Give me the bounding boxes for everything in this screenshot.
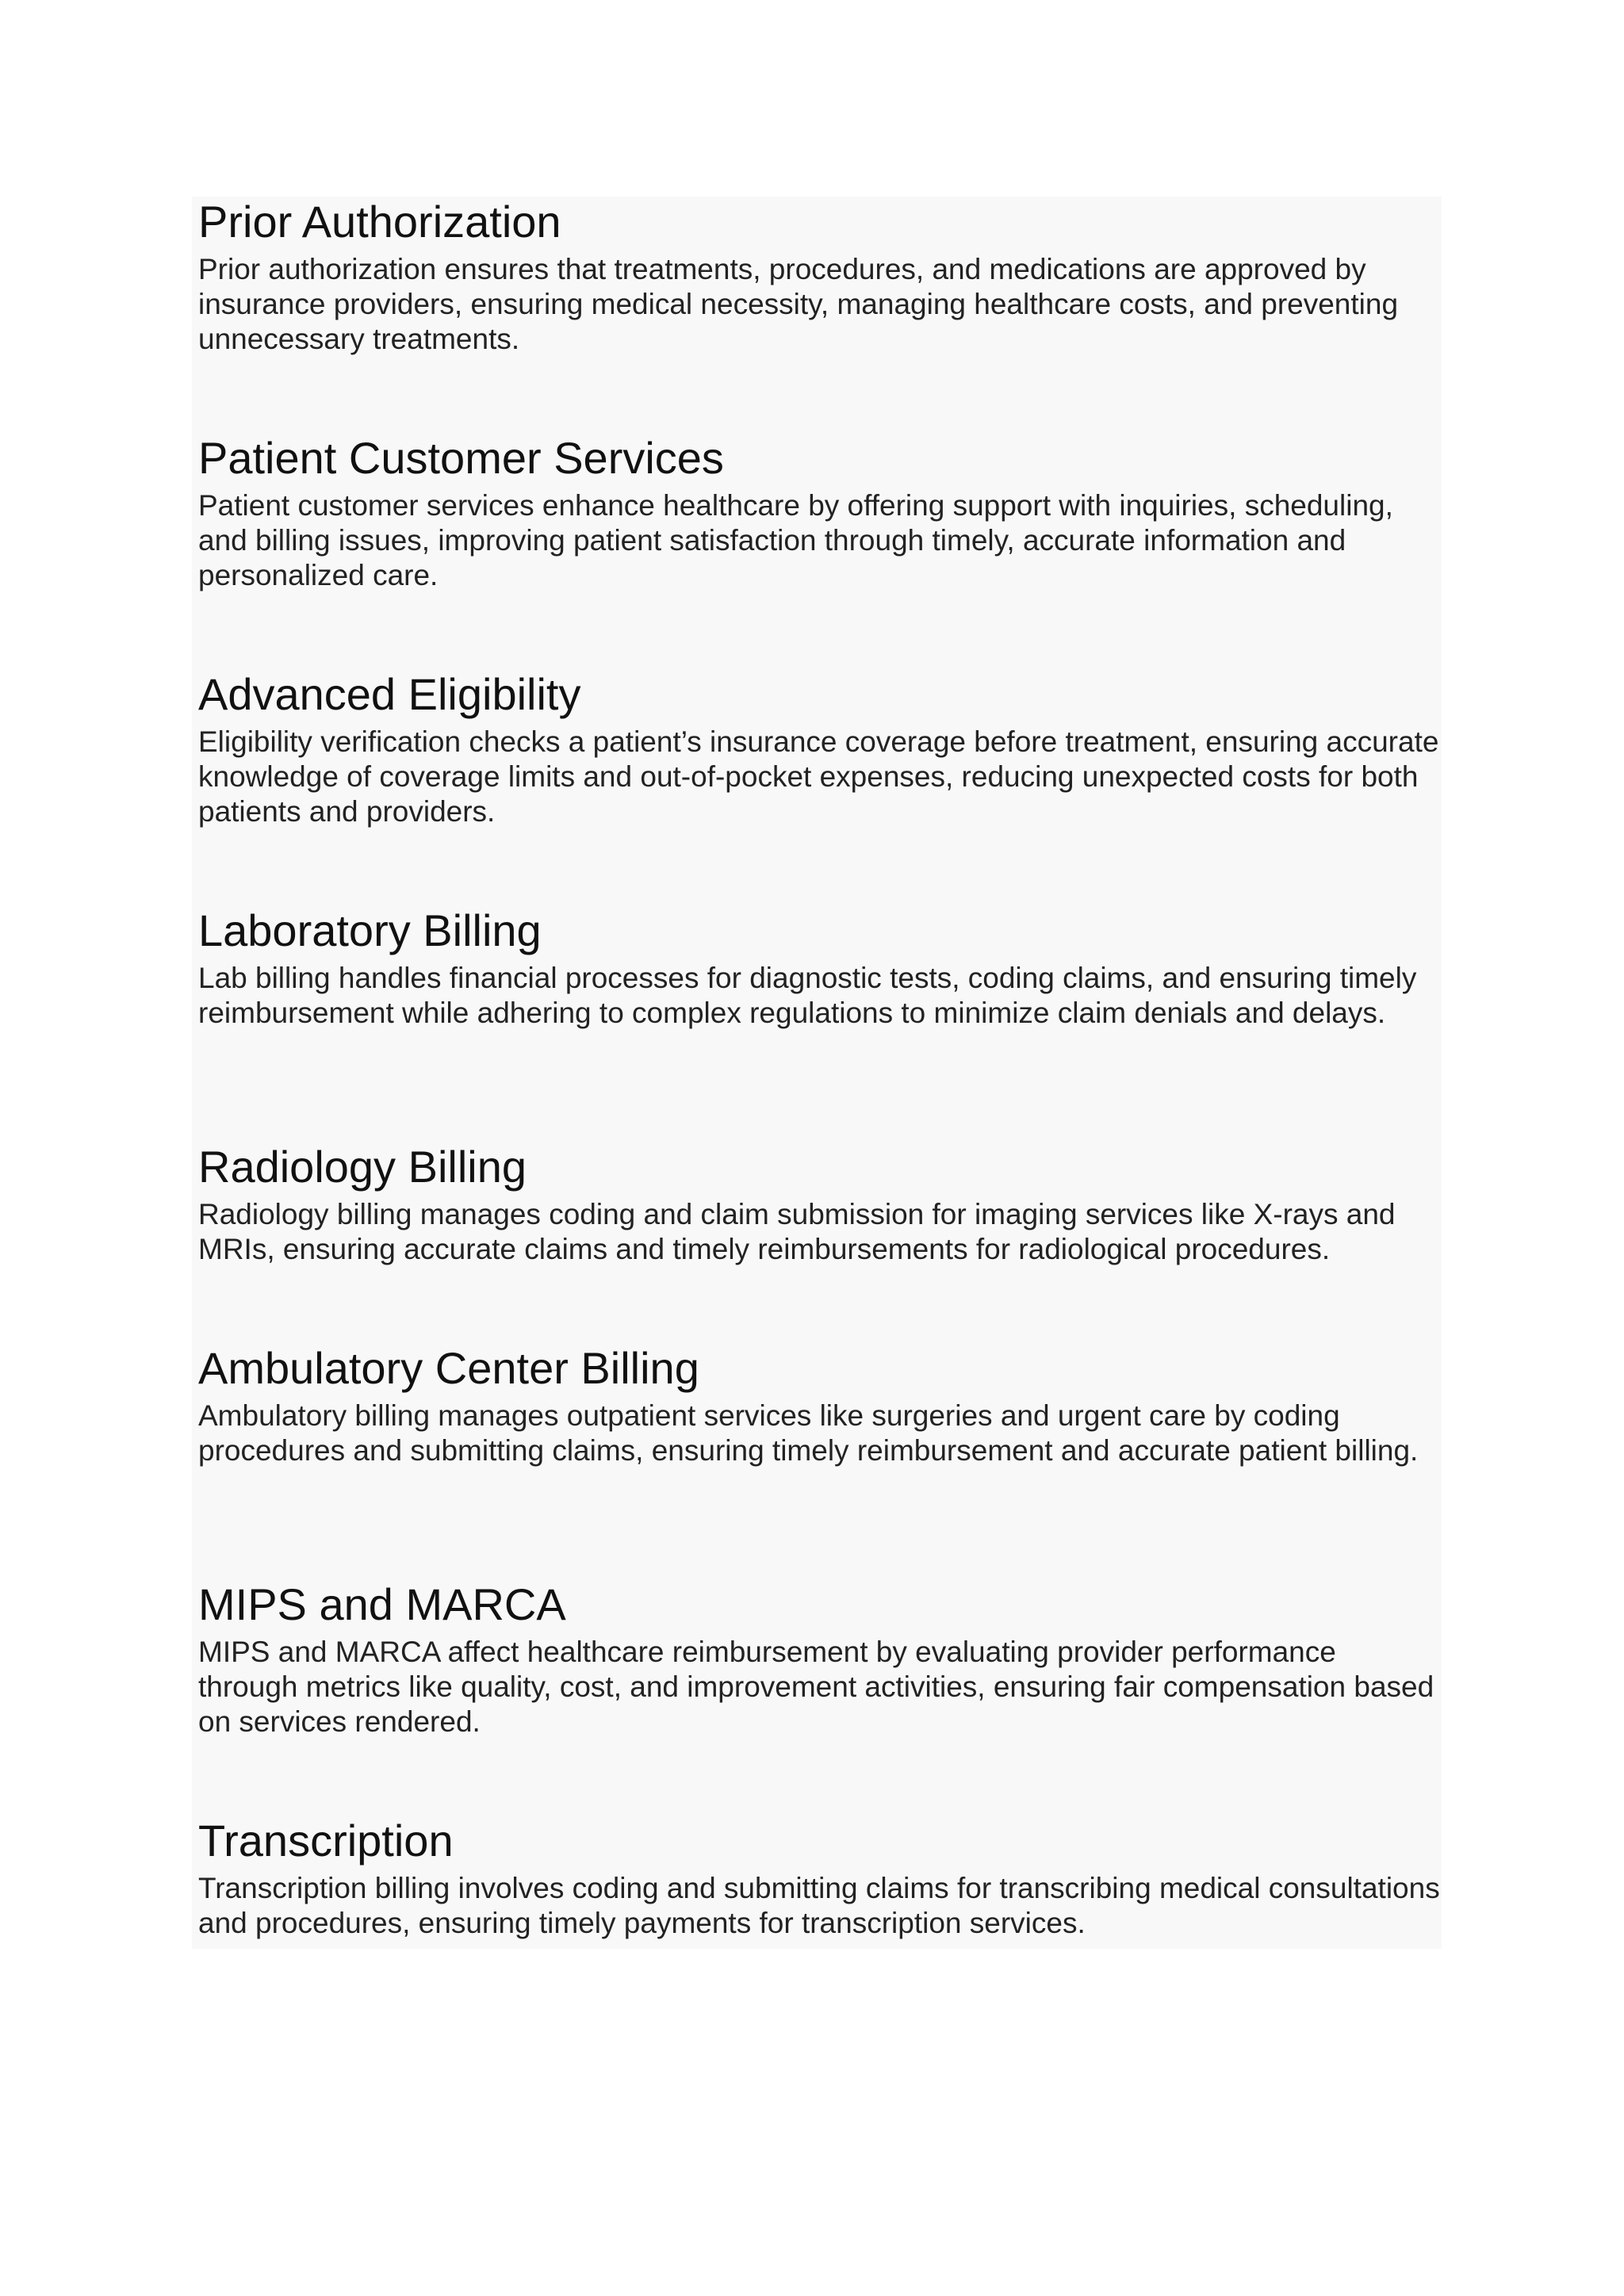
section-title: Radiology Billing — [198, 1142, 527, 1192]
section-patient-customer-services — [198, 433, 1440, 593]
section-description: Transcription billing involves coding and submitting claims for transcribing medical consultations and procedures, ensuring timely payments for transcription services. — [198, 1872, 1440, 1939]
section-title: Laboratory Billing — [198, 905, 542, 955]
section-description: Lab billing handles financial processes for diagnostic tests, coding claims, and ensuring timely reimbursement while adhering to complex regulations to minimize claim denials and delays. — [198, 962, 1417, 1029]
section-title: Patient Customer Services — [198, 433, 724, 483]
section-laboratory-billing — [198, 905, 1440, 1031]
section-title: Advanced Eligibility — [198, 669, 581, 719]
section-transcription — [198, 1816, 1440, 1941]
section-prior-authorization — [198, 197, 1440, 357]
section-description: MIPS and MARCA affect healthcare reimbursement by evaluating provider performance through metrics like quality, cost, and improvement activities, ensuring fair compensation based on services rendered. — [198, 1636, 1434, 1738]
section-description: Patient customer services enhance healthcare by offering support with inquiries, scheduling, and billing issues, improving patient satisfaction through timely, accurate information and personalized care. — [198, 489, 1393, 591]
section-radiology-billing — [198, 1142, 1440, 1267]
section-title: Transcription — [198, 1816, 454, 1866]
section-description: Ambulatory billing manages outpatient services like surgeries and urgent care by coding procedures and submitting claims, ensuring timely reimbursement and accurate patient billing. — [198, 1399, 1419, 1467]
services-content-panel — [192, 197, 1442, 1949]
section-mips-and-marca — [198, 1579, 1440, 1739]
section-title: Ambulatory Center Billing — [198, 1343, 699, 1393]
section-description: Radiology billing manages coding and claim submission for imaging services like X-rays and MRIs, ensuring accurate claims and timely reimbursements for radiological procedures. — [198, 1198, 1396, 1265]
section-title: Prior Authorization — [198, 197, 561, 247]
section-title: MIPS and MARCA — [198, 1579, 566, 1629]
section-description: Prior authorization ensures that treatments, procedures, and medications are approved by insurance providers, ensuring medical necessity, managing healthcare costs, and preventing unnecessary treatments. — [198, 253, 1399, 355]
section-description: Eligibility verification checks a patient’s insurance coverage before treatment, ensuring accurate knowledge of coverage limits and out-of-pocket expenses, reducing unexpected costs for both patients and providers. — [198, 725, 1439, 828]
section-ambulatory-center-billing — [198, 1343, 1440, 1468]
section-advanced-eligibility — [198, 669, 1440, 829]
